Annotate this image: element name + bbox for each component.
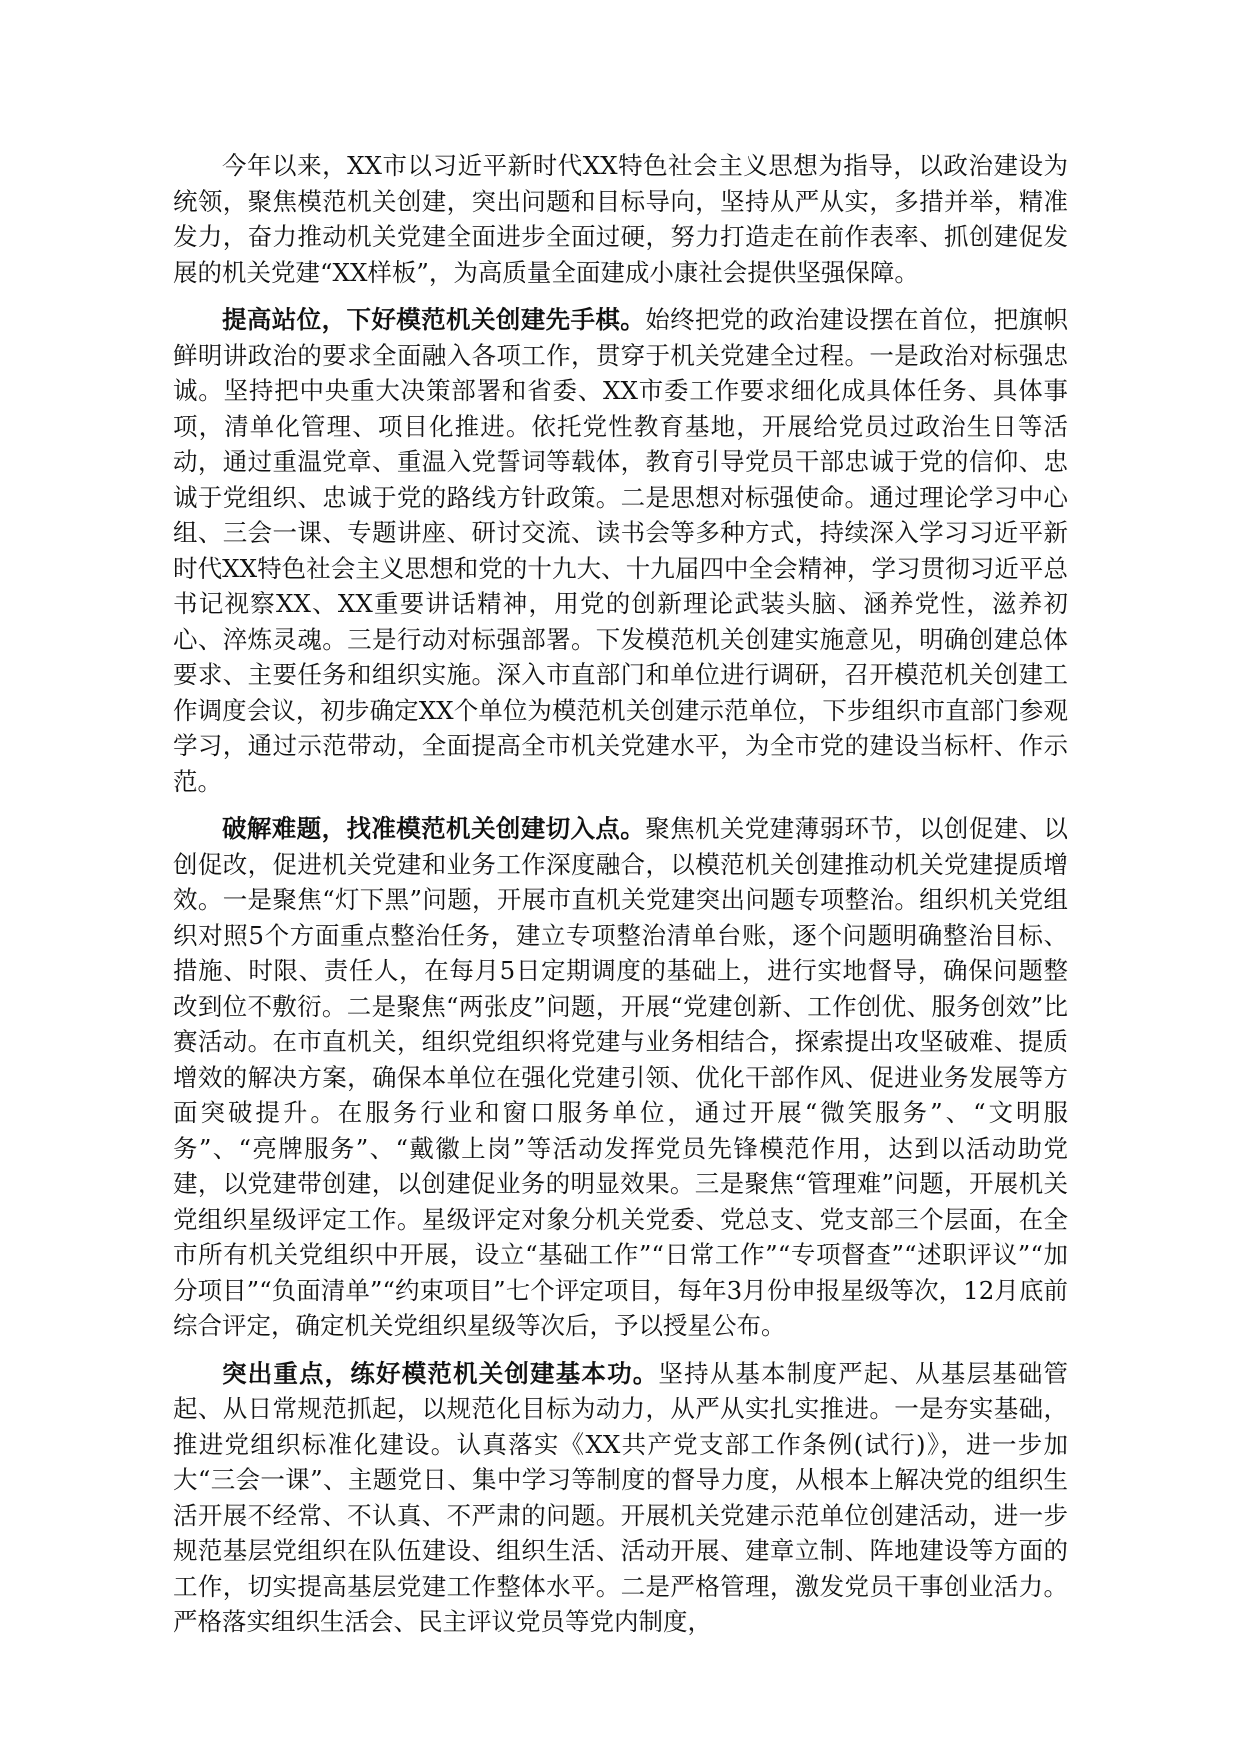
paragraph-text: 今年以来，XX市以习近平新时代XX特色社会主义思想为指导，以政治建设为统领，聚焦模范机关创建，突出问题和目标导向，坚持从严从实，多措并举，精准发力，奋力推动机关党建全面进步全面过硬，努力打造走在前作表率、抓创建促发展的机关党建“XX样板”，为高质量全面建成小康社会提供坚强保障。 [173,151,1068,287]
paragraph-text: 坚持从基本制度严起、从基层基础管起、从日常规范抓起，以规范化目标为动力，从严从实扎实推进。一是夯实基础，推进党组织标准化建设。认真落实《XX共产党支部工作条例(试行)》，进一步加大“三会一课”、主题党日、集中学习等制度的督导力度，从根本上解决党的组织生活开展不经常、不认真、不严肃的问题。开展机关党建示范单位创建活动，进一步规范基层党组织在队伍建设、组织生活、活动开展、建章立制、阵地建设等方面的工作，切实提高基层党建工作整体水平。二是严格管理，激发党员干事创业活力。严格落实组织生活会、民主评议党员等党内制度， [173,1358,1068,1636]
paragraph-section-2 [173,811,1068,1344]
paragraph-text: 聚焦机关党建薄弱环节，以创促建、以创促改，促进机关党建和业务工作深度融合，以模范机关创建推动机关党建提质增效。一是聚焦“灯下黑”问题，开展市直机关党建突出问题专项整治。组织机关党组织对照5个方面重点整治任务，建立专项整治清单台账，逐个问题明确整治目标、措施、时限、责任人，在每月5日定期调度的基础上，进行实地督导，确保问题整改到位不敷衍。二是聚焦“两张皮”问题，开展“党建创新、工作创优、服务创效”比赛活动。在市直机关，组织党组织将党建与业务相结合，探索提出攻坚破难、提质增效的解决方案，确保本单位在强化党建引领、优化干部作风、促进业务发展等方面突破提升。在服务行业和窗口服务单位，通过开展“微笑服务”、“文明服务”、“亮牌服务”、“戴徽上岗”等活动发挥党员先锋模范作用，达到以活动助党建，以党建带创建，以创建促业务的明显效果。三是聚焦“管理难”问题，开展机关党组织星级评定工作。星级评定对象分机关党委、党总支、党支部三个层面，在全市所有机关党组织中开展，设立“基础工作”“日常工作”“专项督查”“述职评议”“加分项目”“负面清单”“约束项目”七个评定项目，每年3月份申报星级等次，12月底前综合评定，确定机关党组织星级等次后，予以授星公布。 [173,814,1069,1340]
paragraph-lead: 破解难题，找准模范机关创建切入点。 [222,814,646,843]
paragraph-lead: 突出重点，练好模范机关创建基本功。 [222,1358,659,1388]
paragraph-intro [173,148,1068,290]
paragraph-text: 始终把党的政治建设摆在首位，把旗帜鲜明讲政治的要求全面融入各项工作，贯穿于机关党建全过程。一是政治对标强忠诚。坚持把中央重大决策部署和省委、XX市委工作要求细化成具体任务、具体事项，清单化管理、项目化推进。依托党性教育基地，开展给党员过政治生日等活动，通过重温党章、重温入党誓词等载体，教育引导党员干部忠诚于党的信仰、忠诚于党组织、忠诚于党的路线方针政策。二是思想对标强使命。通过理论学习中心组、三会一课、专题讲座、研讨交流、读书会等多种方式，持续深入学习习近平新时代XX特色社会主义思想和党的十九大、十九届四中全会精神，学习贯彻习近平总书记视察XX、XX重要讲话精神，用党的创新理论武装头脑、涵养党性，滋养初心、淬炼灵魂。三是行动对标强部署。下发模范机关创建实施意见，明确创建总体要求、主要任务和组织实施。深入市直部门和单位进行调研，召开模范机关创建工作调度会议，初步确定XX个单位为模范机关创建示范单位，下步组织市直部门参观学习，通过示范带动，全面提高全市机关党建水平，为全市党的建设当标杆、作示范。 [173,305,1069,796]
document-body [173,148,1068,1652]
paragraph-section-1 [173,302,1068,799]
paragraph-lead: 提高站位，下好模范机关创建先手棋。 [222,305,646,334]
paragraph-section-3 [173,1356,1068,1640]
